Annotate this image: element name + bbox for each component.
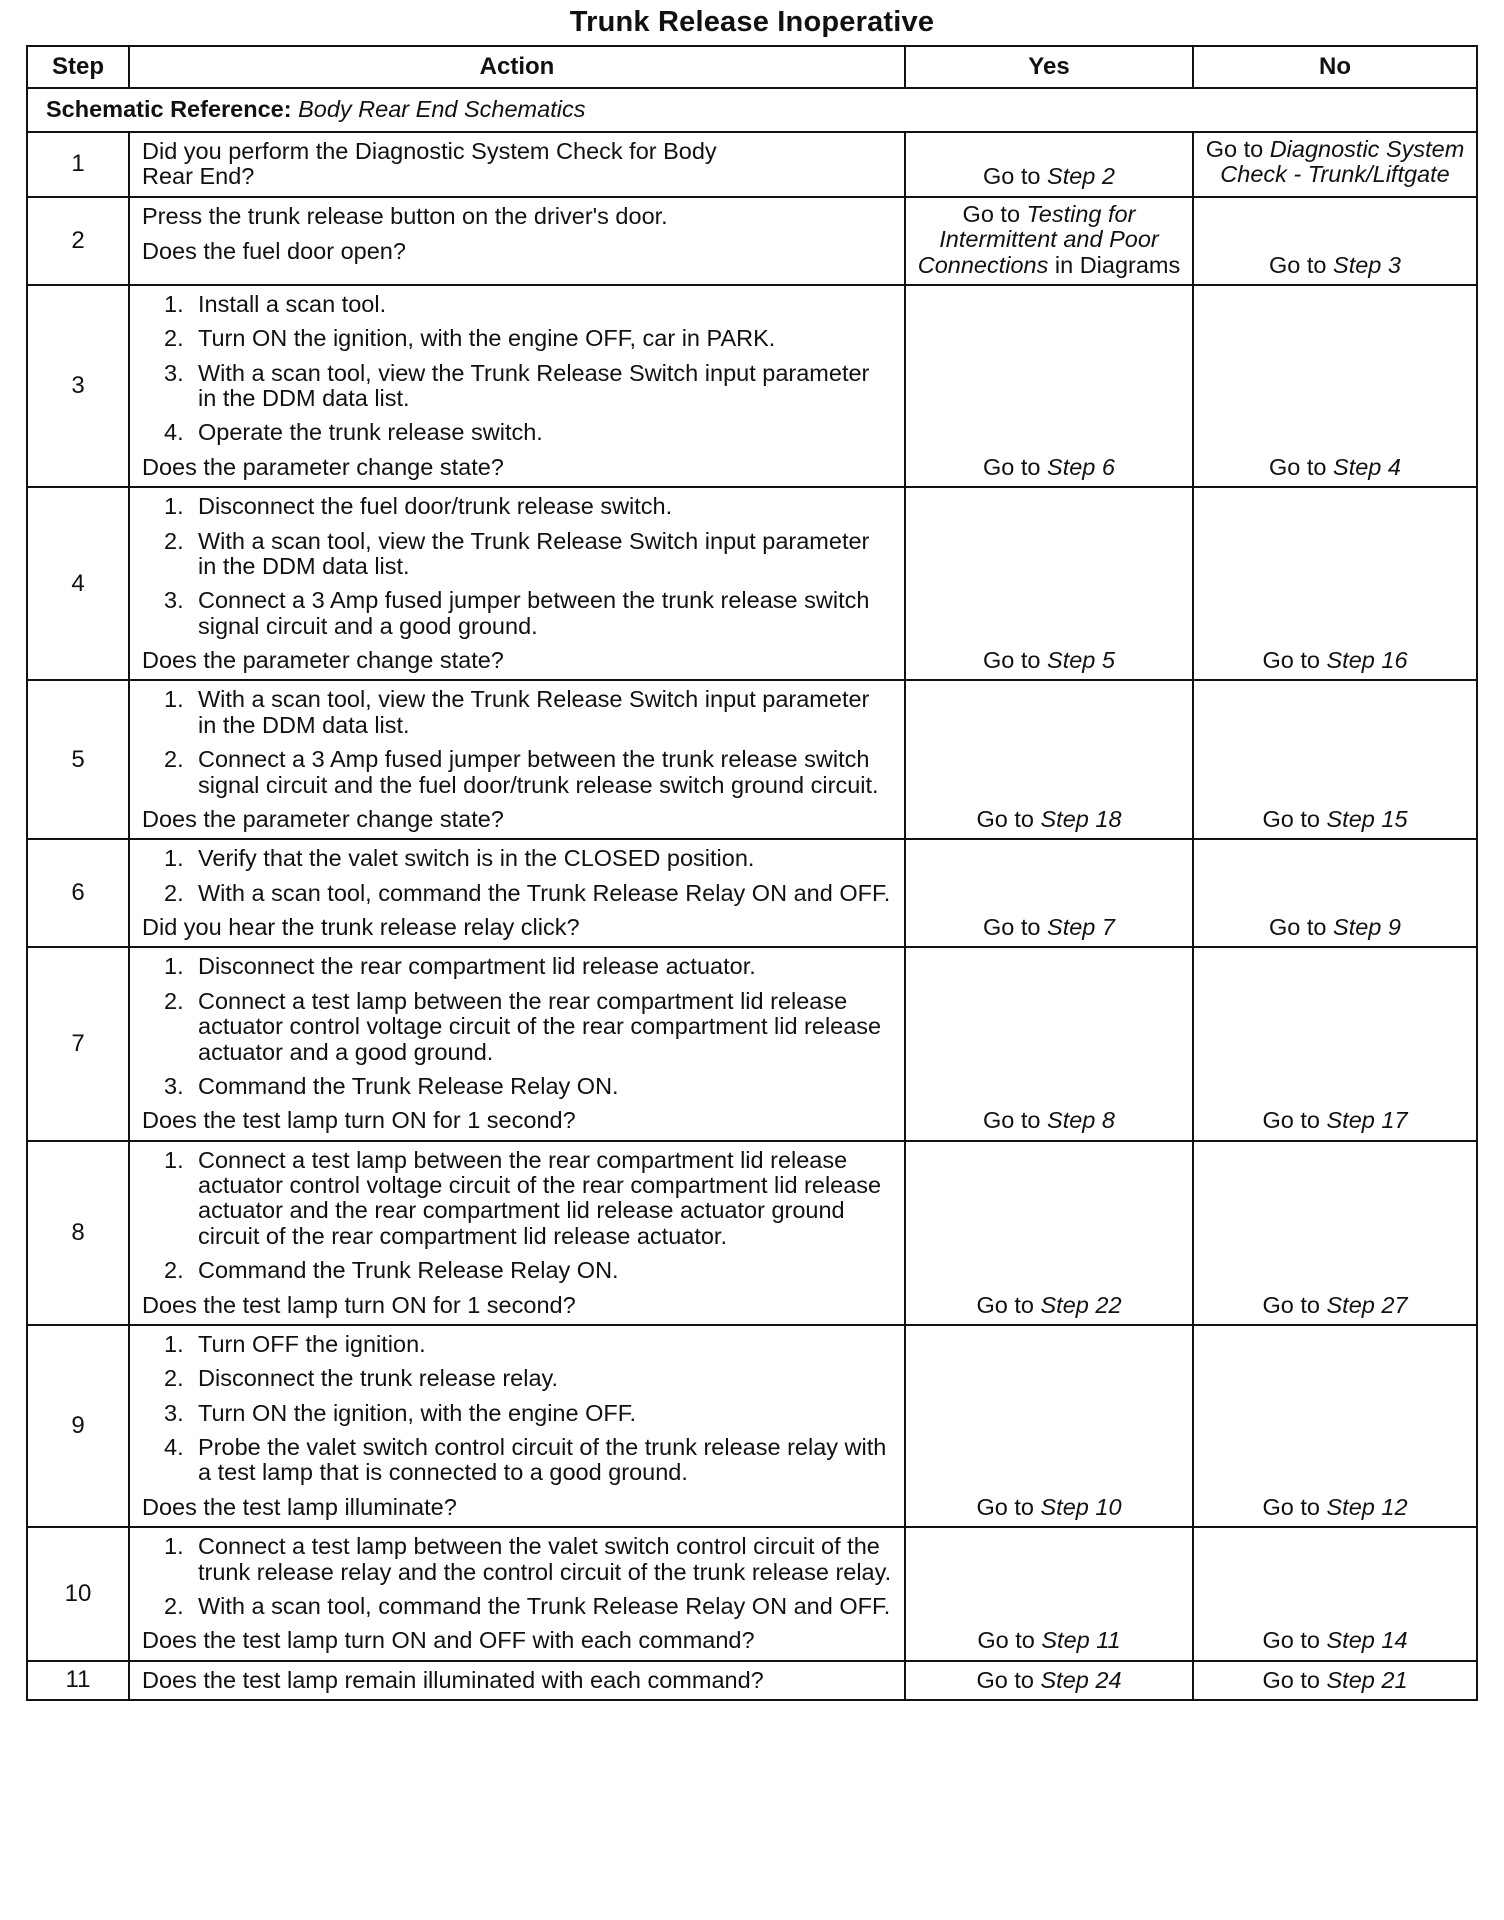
substep-text: Turn ON the ignition, with the engine OFF, car in PARK. <box>198 325 776 352</box>
substep-list <box>142 494 894 639</box>
no-go-to-label: Go to <box>1262 1627 1320 1654</box>
action-text: Does the fuel door open? <box>142 238 406 265</box>
no-go-to-label: Go to <box>1205 136 1264 162</box>
yes-cell <box>905 1325 1193 1527</box>
substep-item <box>142 1435 894 1486</box>
substep-item <box>142 1366 894 1391</box>
no-go-to-label: Go to <box>1262 647 1320 673</box>
substep-text: Connect a test lamp between the valet switch control circuit of the trunk release relay and the control circuit of the trunk release relay. <box>198 1533 892 1585</box>
substep-text: Operate the trunk release switch. <box>198 419 543 446</box>
substep-number: 1. <box>164 953 184 980</box>
header-row <box>27 46 1477 88</box>
page-title: Trunk Release Inoperative <box>569 6 935 38</box>
substep-number: 2. <box>164 1365 184 1392</box>
action-cell <box>129 285 905 487</box>
substep-text: Command the Trunk Release Relay ON. <box>198 1072 619 1099</box>
substep-number: 1. <box>164 686 184 713</box>
no-go-to-label: Go to <box>1262 1291 1320 1318</box>
action-cell <box>129 1141 905 1325</box>
yes-cell <box>905 285 1193 487</box>
no-cell <box>1193 285 1477 487</box>
substep-list <box>142 1148 894 1284</box>
yes-step-link[interactable]: Step 8 <box>1047 1107 1115 1134</box>
action-cell <box>129 132 905 197</box>
step-number: 1 <box>27 132 129 197</box>
substep-text: Connect a 3 Amp fused jumper between the trunk release switch signal circuit and the fuel door/trunk release switch ground circuit. <box>198 746 879 798</box>
action-question: Does the test lamp turn ON and OFF with each command? <box>142 1627 755 1654</box>
substep-text: Command the Trunk Release Relay ON. <box>198 1257 619 1284</box>
action-question: Does the test lamp illuminate? <box>142 1493 457 1520</box>
diagnostic-table <box>26 45 1478 1701</box>
step-number: 5 <box>27 680 129 839</box>
action-question: Does the test lamp turn ON for 1 second? <box>142 1291 576 1318</box>
table-body <box>27 88 1477 1700</box>
substep-number: 4. <box>164 419 184 446</box>
substep-list <box>142 1332 894 1486</box>
action-question: Does the parameter change state? <box>142 453 504 480</box>
no-go-to-label: Go to <box>1269 453 1327 480</box>
substep-item <box>142 881 894 906</box>
substep-text: Disconnect the trunk release relay. <box>198 1365 559 1392</box>
yes-step-link[interactable]: Step 5 <box>1047 647 1115 673</box>
action-cell <box>129 947 905 1140</box>
action-cell <box>129 1661 905 1700</box>
substep-item <box>142 494 894 519</box>
no-step-link[interactable]: Step 15 <box>1326 805 1408 832</box>
substep-text: Verify that the valet switch is in the CLOSED position. <box>198 845 755 872</box>
substep-item <box>142 1401 894 1426</box>
action-cell <box>129 839 905 947</box>
substep-item <box>142 361 894 412</box>
substep-number: 2. <box>164 325 184 352</box>
yes-go-to-label: Go to <box>983 1107 1041 1134</box>
action-question: Does the parameter change state? <box>142 805 504 832</box>
no-step-link[interactable]: Step 16 <box>1326 647 1408 673</box>
substep-number: 1. <box>164 845 184 872</box>
table-row <box>27 947 1477 1140</box>
substep-number: 3. <box>164 1399 184 1426</box>
yes-go-to-label: Go to <box>983 453 1041 480</box>
schematic-reference <box>27 88 1477 132</box>
step-number: 6 <box>27 839 129 947</box>
substep-number: 1. <box>164 1146 184 1173</box>
no-go-to-label: Go to <box>1269 914 1327 940</box>
yes-go-to-label: Go to <box>976 1493 1034 1520</box>
action-text: Did you perform the Diagnostic System Check for Body <box>142 138 717 164</box>
header-yes: Yes <box>905 46 1193 88</box>
substep-text: Connect a 3 Amp fused jumper between the trunk release switch signal circuit and a good ground. <box>198 587 870 639</box>
substep-text: With a scan tool, view the Trunk Release Switch input parameter in the DDM data list. <box>198 527 870 579</box>
header-step: Step <box>27 46 129 88</box>
yes-cell <box>905 947 1193 1140</box>
substep-item <box>142 529 894 580</box>
action-text: Press the trunk release button on the driver's door. <box>142 202 668 229</box>
substep-item <box>142 846 894 871</box>
no-go-to-label: Go to <box>1262 1666 1320 1693</box>
substep-item <box>142 954 894 979</box>
schematic-reference-row <box>27 88 1477 132</box>
substep-text: Connect a test lamp between the rear compartment lid release actuator control voltage circuit of the rear compartment lid release actuator and a good ground. <box>198 987 882 1065</box>
substep-number: 1. <box>164 1330 184 1357</box>
yes-go-to-label: Go to <box>976 805 1034 832</box>
substep-list <box>142 292 894 446</box>
no-go-to-label: Go to <box>1269 251 1327 278</box>
yes-step-link[interactable]: Step 18 <box>1040 805 1122 832</box>
header-no: No <box>1193 46 1477 88</box>
no-step-link[interactable]: Step 27 <box>1326 1291 1408 1318</box>
no-step-link[interactable]: Step 17 <box>1326 1107 1408 1134</box>
substep-number: 2. <box>164 987 184 1014</box>
action-text: Rear End? <box>142 163 255 190</box>
action-question: Does the test lamp turn ON for 1 second? <box>142 1107 576 1134</box>
step-number: 10 <box>27 1527 129 1661</box>
yes-go-to-label: Go to <box>976 1666 1034 1693</box>
substep-number: 2. <box>164 879 184 906</box>
substep-number: 2. <box>164 527 184 554</box>
table-row <box>27 1661 1477 1700</box>
step-number: 9 <box>27 1325 129 1527</box>
table-row <box>27 680 1477 839</box>
step-number: 8 <box>27 1141 129 1325</box>
action-question: Does the parameter change state? <box>142 647 504 673</box>
substep-number: 3. <box>164 587 184 614</box>
schematic-reference-link[interactable]: Body Rear End Schematics <box>298 96 586 123</box>
schematic-reference-label: Schematic Reference: <box>46 96 292 123</box>
no-step-link[interactable]: Step 9 <box>1333 914 1401 940</box>
no-cell <box>1193 947 1477 1140</box>
substep-item <box>142 989 894 1065</box>
substep-number: 1. <box>164 493 184 520</box>
table-row <box>27 132 1477 197</box>
substep-number: 3. <box>164 1072 184 1099</box>
no-step-link[interactable]: Step 12 <box>1326 1493 1408 1520</box>
substep-item <box>142 1534 894 1585</box>
substep-number: 2. <box>164 1257 184 1284</box>
substep-item <box>142 687 894 738</box>
no-cell <box>1193 1325 1477 1527</box>
substep-list <box>142 687 894 798</box>
table-row <box>27 487 1477 680</box>
substep-number: 2. <box>164 746 184 773</box>
no-cell <box>1193 197 1477 285</box>
no-step-link[interactable]: Step 4 <box>1333 453 1401 480</box>
yes-go-to-label: Go to <box>977 1627 1035 1654</box>
yes-go-to-label: Go to <box>983 163 1041 190</box>
step-number: 4 <box>27 487 129 680</box>
table-row <box>27 1325 1477 1527</box>
yes-go-to-label: Go to <box>976 1291 1034 1318</box>
action-cell <box>129 487 905 680</box>
yes-go-to-label: Go to <box>983 914 1041 940</box>
substep-text: Turn ON the ignition, with the engine OFF. <box>198 1399 637 1426</box>
substep-item <box>142 326 894 351</box>
no-cell <box>1193 1527 1477 1661</box>
no-cell <box>1193 1661 1477 1700</box>
substep-text: Probe the valet switch control circuit of the trunk release relay with a test lamp that is connected to a good ground. <box>198 1434 887 1486</box>
table-row <box>27 1141 1477 1325</box>
substep-number: 1. <box>164 290 184 317</box>
substep-item <box>142 588 894 639</box>
step-number: 3 <box>27 285 129 487</box>
no-cell <box>1193 487 1477 680</box>
substep-number: 4. <box>164 1434 184 1460</box>
substep-list <box>142 1534 894 1619</box>
yes-cell <box>905 487 1193 680</box>
substep-item <box>142 1332 894 1357</box>
substep-number: 2. <box>164 1592 184 1619</box>
no-step-link[interactable]: Step 14 <box>1326 1627 1408 1654</box>
substep-text: With a scan tool, command the Trunk Release Relay ON and OFF. <box>198 1592 891 1619</box>
header-action: Action <box>129 46 905 88</box>
action-cell <box>129 1325 905 1527</box>
yes-cell <box>905 839 1193 947</box>
no-step-link[interactable]: Step 3 <box>1333 251 1401 278</box>
yes-step-link[interactable]: Step 24 <box>1040 1666 1122 1693</box>
table-row <box>27 285 1477 487</box>
yes-step-link[interactable]: Step 22 <box>1040 1291 1122 1318</box>
yes-step-link[interactable]: Step 10 <box>1040 1493 1122 1520</box>
yes-cell <box>905 132 1193 197</box>
substep-item <box>142 1148 894 1250</box>
step-number: 7 <box>27 947 129 1140</box>
yes-step-link[interactable]: Step 6 <box>1047 453 1115 480</box>
yes-cell <box>905 1527 1193 1661</box>
substep-item <box>142 1594 894 1619</box>
yes-cell <box>905 197 1193 285</box>
substep-text: Disconnect the fuel door/trunk release switch. <box>198 493 673 520</box>
yes-go-to-label: Go to <box>983 647 1041 673</box>
no-go-to-label: Go to <box>1262 1493 1320 1520</box>
substep-text: Disconnect the rear compartment lid release actuator. <box>198 953 756 980</box>
no-step-link[interactable]: Diagnostic System Check - Trunk/Liftgate <box>1220 136 1465 188</box>
substep-text: With a scan tool, command the Trunk Release Relay ON and OFF. <box>198 879 891 906</box>
substep-text: With a scan tool, view the Trunk Release Switch input parameter in the DDM data list. <box>198 359 870 411</box>
yes-go-to-label: Go to <box>962 200 1021 227</box>
table-row <box>27 1527 1477 1661</box>
yes-cell <box>905 1661 1193 1700</box>
yes-step-link[interactable]: Step 11 <box>1041 1627 1121 1654</box>
action-question: Did you hear the trunk release relay click? <box>142 914 580 940</box>
substep-item <box>142 1258 894 1283</box>
no-go-to-label: Go to <box>1262 1107 1320 1134</box>
action-question: Does the test lamp remain illuminated with each command? <box>142 1666 764 1693</box>
substep-number: 3. <box>164 359 184 386</box>
substep-item <box>142 1074 894 1099</box>
no-step-link[interactable]: Step 21 <box>1326 1666 1408 1693</box>
table-row <box>27 839 1477 947</box>
action-cell <box>129 1527 905 1661</box>
substep-text: Install a scan tool. <box>198 290 387 317</box>
substep-list <box>142 846 894 906</box>
no-cell <box>1193 839 1477 947</box>
substep-text: Turn OFF the ignition. <box>198 1330 426 1357</box>
substep-item <box>142 292 894 317</box>
substep-text: With a scan tool, view the Trunk Release Switch input parameter in the DDM data list. <box>198 686 870 738</box>
step-number: 2 <box>27 197 129 285</box>
action-cell <box>129 197 905 285</box>
substep-list <box>142 954 894 1099</box>
yes-cell <box>905 680 1193 839</box>
step-number: 11 <box>27 1661 129 1700</box>
yes-cell <box>905 1141 1193 1325</box>
substep-item <box>142 420 894 445</box>
no-cell <box>1193 680 1477 839</box>
substep-item <box>142 747 894 798</box>
yes-step-link[interactable]: Testing for Intermittent and Poor Connections <box>917 200 1159 278</box>
no-go-to-label: Go to <box>1262 805 1320 832</box>
substep-text: Connect a test lamp between the rear compartment lid release actuator control voltage circuit of the rear compartment lid release actuator and the rear compartment lid release actuator ground circuit of the rear compartment lid release actuator. <box>198 1146 882 1249</box>
no-cell <box>1193 132 1477 197</box>
no-cell <box>1193 1141 1477 1325</box>
yes-step-link[interactable]: Step 7 <box>1047 914 1115 940</box>
yes-step-link[interactable]: Step 2 <box>1047 163 1115 190</box>
action-cell <box>129 680 905 839</box>
substep-number: 1. <box>164 1533 184 1560</box>
table-row <box>27 197 1477 285</box>
yes-link-suffix: in Diagrams <box>1054 251 1181 278</box>
